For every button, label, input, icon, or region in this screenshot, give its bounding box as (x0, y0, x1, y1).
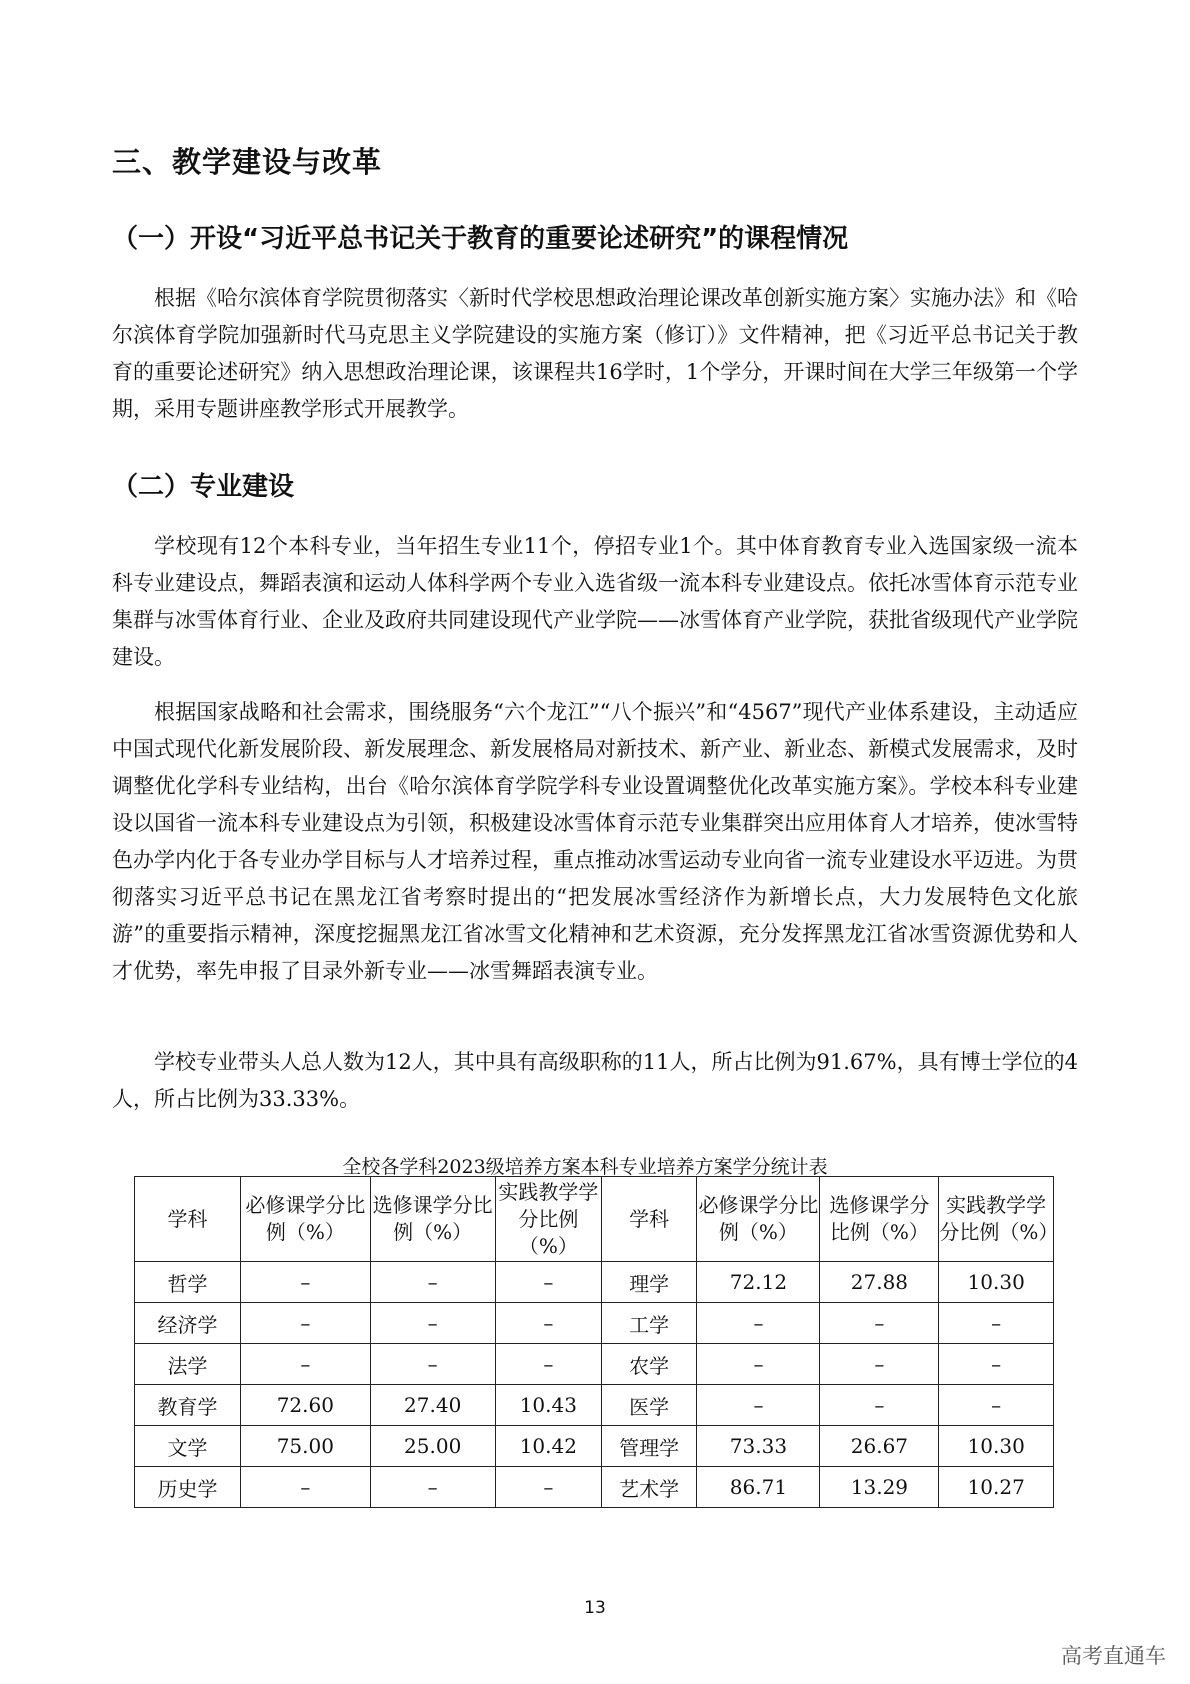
header-required-ratio: 必修课学分比例（%） (697, 1177, 820, 1262)
subsection-title-major: （二）专业建设 (112, 472, 295, 502)
table-cell: – (495, 1262, 601, 1303)
table-cell: – (939, 1385, 1054, 1426)
table-cell: 艺术学 (601, 1467, 697, 1508)
table-cell: – (820, 1344, 939, 1385)
watermark-text: 高考直通车 (1061, 1644, 1166, 1668)
table-cell: 10.30 (939, 1262, 1054, 1303)
table-cell: – (241, 1303, 370, 1344)
table-cell: 26.67 (820, 1426, 939, 1467)
table-header-row (135, 1177, 1054, 1262)
table-cell: – (697, 1303, 820, 1344)
table-row (135, 1467, 1054, 1508)
table-cell: 经济学 (135, 1303, 241, 1344)
paragraph-majors-overview: 学校现有12个本科专业，当年招生专业11个，停招专业1个。其中体育教育专业入选国家级一流本科专业建设点，舞蹈表演和运动人体科学两个专业入选省级一流本科专业建设点。依托冰雪体育示范专业集群与冰雪体育行业、企业及政府共同建设现代产业学院——冰雪体育产业学院，获批省级现代产业学院建设。 (112, 534, 1078, 669)
table-cell: – (241, 1344, 370, 1385)
table-cell: 法学 (135, 1344, 241, 1385)
table-cell: – (241, 1467, 370, 1508)
table-cell: 教育学 (135, 1385, 241, 1426)
table-cell: 25.00 (370, 1426, 495, 1467)
table-cell: 农学 (601, 1344, 697, 1385)
table-caption: 全校各学科2023级培养方案本科专业培养方案学分统计表 (342, 1156, 828, 1178)
table-cell: 72.12 (697, 1262, 820, 1303)
table-row (135, 1426, 1054, 1467)
table-cell: – (370, 1467, 495, 1508)
header-discipline: 学科 (601, 1177, 697, 1262)
section-title: 三、教学建设与改革 (112, 145, 383, 179)
table-cell: 86.71 (697, 1467, 820, 1508)
table-cell: – (495, 1303, 601, 1344)
table-cell: 医学 (601, 1385, 697, 1426)
table-cell: 10.43 (495, 1385, 601, 1426)
table-cell: – (697, 1385, 820, 1426)
table-cell: 文学 (135, 1426, 241, 1467)
page-number: 13 (584, 1598, 606, 1618)
table-cell: 73.33 (697, 1426, 820, 1467)
table-cell: – (241, 1262, 370, 1303)
paragraph-major-strategy: 根据国家战略和社会需求，围绕服务“六个龙江”“八个振兴”和“4567”现代产业体系建设，主动适应中国式现代化新发展阶段、新发展理念、新发展格局对新技术、新产业、新业态、新模式发展需求，及时调整优化学科专业结构，出台《哈尔滨体育学院学科专业设置调整优化改革实施方案》。学校本科专业建设以国省一流本科专业建设点为引领，积极建设冰雪体育示范专业集群突出应用体育人才培养，使冰雪特色办学内化于各专业办学目标与人才培养过程，重点推动冰雪运动专业向省一流专业建设水平迈进。为贯彻落实习近平总书记在黑龙江省考察时提出的“把发展冰雪经济作为新增长点，大力发展特色文化旅游”的重要指示精神，深度挖掘黑龙江省冰雪文化精神和艺术资源，充分发挥黑龙江省冰雪资源优势和人才优势，率先申报了目录外新专业——冰雪舞蹈表演专业。 (112, 700, 1078, 983)
table-cell: – (495, 1344, 601, 1385)
table-cell: – (370, 1344, 495, 1385)
table-cell: – (820, 1385, 939, 1426)
table-cell: 历史学 (135, 1467, 241, 1508)
header-practice-ratio: 实践教学学分比例（%） (939, 1177, 1054, 1262)
table-cell: – (697, 1344, 820, 1385)
header-required-ratio: 必修课学分比例（%） (241, 1177, 370, 1262)
table-cell: – (495, 1467, 601, 1508)
table-cell: 27.40 (370, 1385, 495, 1426)
paragraph-major-leaders: 学校专业带头人总人数为12人，其中具有高级职称的11人，所占比例为91.67%，具有博士学位的4人，所占比例为33.33%。 (112, 1050, 1078, 1111)
table-cell: 10.42 (495, 1426, 601, 1467)
table-cell: 10.30 (939, 1426, 1054, 1467)
subsection-title-course: （一）开设“习近平总书记关于教育的重要论述研究”的课程情况 (112, 224, 849, 254)
table-cell: 管理学 (601, 1426, 697, 1467)
header-discipline: 学科 (135, 1177, 241, 1262)
table-row (135, 1344, 1054, 1385)
table-cell: 哲学 (135, 1262, 241, 1303)
table-cell: – (820, 1303, 939, 1344)
table-cell: 27.88 (820, 1262, 939, 1303)
table-cell: 理学 (601, 1262, 697, 1303)
table-row (135, 1385, 1054, 1426)
header-elective-ratio: 选修课学分比例（%） (820, 1177, 939, 1262)
table-cell: – (939, 1303, 1054, 1344)
table-row (135, 1303, 1054, 1344)
header-practice-ratio: 实践教学学分比例（%） (495, 1177, 601, 1262)
table-row (135, 1262, 1054, 1303)
paragraph-course: 根据《哈尔滨体育学院贯彻落实〈新时代学校思想政治理论课改革创新实施方案〉实施办法》和《哈尔滨体育学院加强新时代马克思主义学院建设的实施方案（修订）》文件精神，把《习近平总书记关于教育的重要论述研究》纳入思想政治理论课，该课程共16学时，1个学分，开课时间在大学三年级第一个学期，采用专题讲座教学形式开展教学。 (112, 286, 1078, 421)
table-cell: 75.00 (241, 1426, 370, 1467)
credit-statistics-table (134, 1176, 1059, 1508)
table-cell: 13.29 (820, 1467, 939, 1508)
table-cell: – (939, 1344, 1054, 1385)
table-cell: 工学 (601, 1303, 697, 1344)
table-cell: – (370, 1303, 495, 1344)
table-cell: – (370, 1262, 495, 1303)
table-cell: 72.60 (241, 1385, 370, 1426)
table-cell: 10.27 (939, 1467, 1054, 1508)
header-elective-ratio: 选修课学分比例（%） (370, 1177, 495, 1262)
